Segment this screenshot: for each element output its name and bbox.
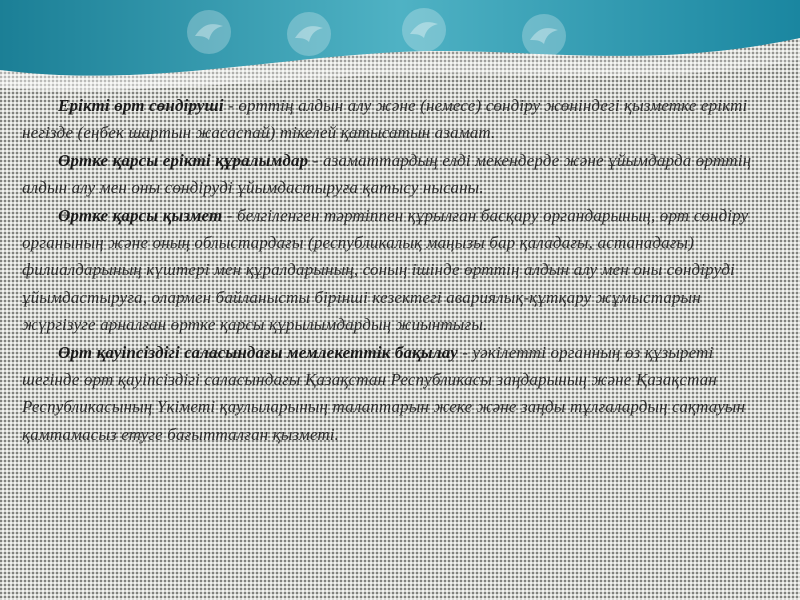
definition-separator: -	[457, 342, 473, 362]
definition-paragraph	[22, 92, 758, 147]
bird-icon	[187, 10, 231, 54]
definition-term: Өрт қауіпсіздігі саласындағы мемлекеттік бақылау	[58, 342, 458, 362]
definition-text: белгіленген тәртіппен құрылған басқару органдарының, өрт сөндіру органының және оның облыстардағы (республикалық маңызы бар қаладағы, астанадағы) филиалдарының күштері мен құралдарының, соның ішінде өрттің алдын алу мен оны сөндіруді ұйымдастыруға, олармен байланысты бірінші кезектегі авариялық-құтқару жұмыстарын жүргізуге арналған өртке қарсы құрылымдардың жиынтығы.	[22, 205, 749, 335]
definition-paragraph	[22, 339, 758, 449]
definitions-text	[22, 92, 758, 448]
header-decoration	[0, 0, 800, 95]
definition-text: өрттің алдын алу және (немесе) сөндіру жөніндегі қызметке ерікті негізде (еңбек шартын жасаспай) тікелей қатысатын азамат.	[22, 96, 748, 143]
definition-text: уәкілетті органның өз құзыреті шегінде өрт қауіпсіздігі саласындағы Қазақстан Республикасы заңдарының және Қазақстан Республикасының Үкіметі қаулыларының талаптарын жеке және заңды тұлғалардың сақтауын қамтамасыз етуге бағытталған қызметі.	[22, 342, 746, 444]
header-band	[0, 0, 800, 95]
definition-term: Өртке қарсы ерікті құралымдар	[58, 150, 309, 170]
definition-term: Ерікті өрт сөндіруші	[58, 96, 224, 115]
definition-term: Өртке қарсы қызмет	[58, 205, 223, 225]
bird-icon	[402, 8, 446, 52]
definition-separator: -	[222, 205, 238, 225]
definition-separator: -	[223, 96, 239, 115]
bird-icon	[287, 12, 331, 56]
definition-text: азаматтардың елді мекендерде және ұйымдарда өрттің алдын алу мен оны сөндіруді ұйымдастыруға қатысу нысаны.	[22, 150, 752, 198]
bird-icon	[522, 14, 566, 58]
definition-separator: -	[308, 150, 323, 170]
definition-paragraph	[22, 147, 758, 202]
definition-paragraph	[22, 202, 758, 339]
